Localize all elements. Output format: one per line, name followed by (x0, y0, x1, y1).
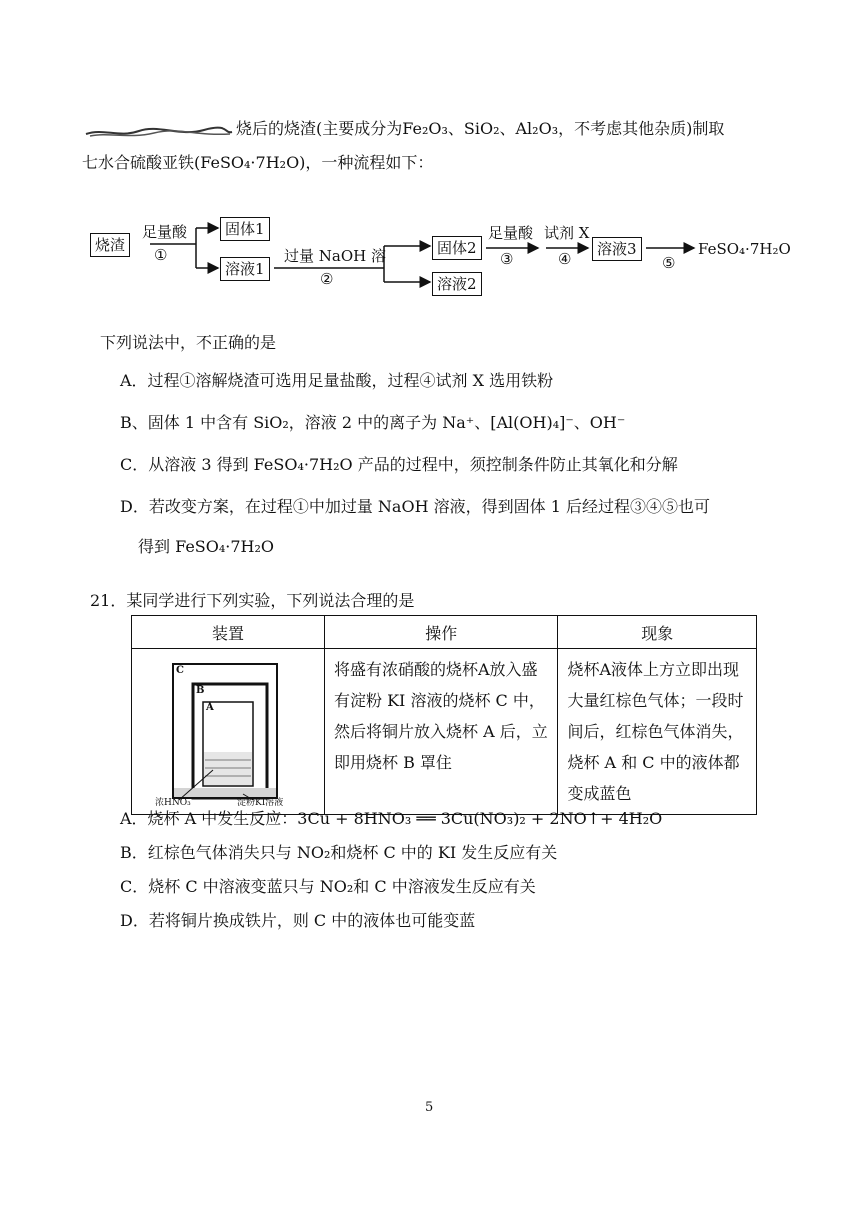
header-apparatus: 装置 (132, 616, 325, 649)
box-solution-1: 溶液1 (220, 257, 270, 281)
box-solid-1: 固体1 (220, 217, 270, 241)
q20-option-d: D．若改变方案，在过程①中加过量 NaOH 溶液，得到固体 1 后经过程③④⑤也可 (120, 497, 710, 516)
phenomenon-text: 烧杯A液体上方立即出现大量红棕色气体；一段时间后，红棕色气体消失，烧杯 A 和 C 中的液体都变成蓝色 (567, 660, 744, 803)
process-flow-chart (88, 210, 791, 300)
header-phenomenon: 现象 (558, 616, 757, 649)
label-step5: ⑤ (662, 254, 676, 272)
redacted-text-scribble (84, 124, 234, 140)
label-step2: ② (320, 270, 334, 288)
experiment-table (131, 615, 757, 815)
label-starch-ki: 淀粉KI溶液 (237, 798, 284, 808)
box-solution-2: 溶液2 (432, 272, 482, 296)
label-beaker-c: C (176, 665, 184, 676)
q20-option-d-cont: 得到 FeSO₄·7H₂O (138, 537, 275, 556)
box-slag: 烧渣 (90, 233, 130, 257)
q20-option-a: A．过程①溶解烧渣可选用足量盐酸，过程④试剂 X 选用铁粉 (120, 371, 554, 390)
page-number: 5 (425, 1100, 434, 1115)
box-solution-3: 溶液3 (592, 237, 642, 261)
question-20-stem: 下列说法中，不正确的是 (100, 333, 277, 352)
label-step4: ④ (558, 250, 572, 268)
label-step1: ① (154, 246, 168, 264)
q21-option-a: A．烧杯 A 中发生反应：3Cu + 8HNO₃ ══ 3Cu(NO₃)₂ + 2NO↑+ 4H₂O (120, 809, 663, 828)
operation-cell (325, 649, 558, 815)
beaker-apparatus-figure (133, 650, 323, 810)
q20-option-b: B、固体 1 中含有 SiO₂，溶液 2 中的离子为 Na⁺、[Al(OH)₄]⁻、OH⁻ (120, 413, 626, 432)
label-conc-nitric-acid: 浓HNO₃ (155, 798, 191, 808)
intro-line-2: 七水合硫酸亚铁(FeSO₄·7H₂O)，一种流程如下： (82, 153, 434, 172)
question-21-stem: 21．某同学进行下列实验，下列说法合理的是 (90, 591, 415, 610)
beaker-diagram (133, 650, 323, 810)
apparatus-cell (132, 649, 325, 815)
q21-option-b: B．红棕色气体消失只与 NO₂和烧杯 C 中的 KI 发生反应有关 (120, 843, 558, 862)
label-step2-reagent: 过量 NaOH 溶 (284, 247, 386, 265)
header-operation: 操作 (325, 616, 558, 649)
q21-option-d: D．若将铜片换成铁片，则 C 中的液体也可能变蓝 (120, 911, 476, 930)
label-beaker-b: B (196, 685, 205, 696)
label-step3: ③ (500, 250, 514, 268)
label-step3-reagent: 足量酸 (488, 224, 534, 242)
label-product: FeSO₄·7H₂O (698, 240, 791, 258)
operation-text: 将盛有浓硝酸的烧杯A放入盛有淀粉 KI 溶液的烧杯 C 中，然后将铜片放入烧杯 A 后，立即用烧杯 B 罩住 (334, 660, 548, 772)
label-step1-reagent: 足量酸 (142, 223, 188, 241)
intro-line-1: 烧后的烧渣(主要成分为Fe₂O₃、SiO₂、Al₂O₃，不考虑其他杂质)制取 (236, 119, 725, 138)
phenomenon-cell (558, 649, 757, 815)
q21-option-c: C．烧杯 C 中溶液变蓝只与 NO₂和 C 中溶液发生反应有关 (120, 877, 536, 896)
box-solid-2: 固体2 (432, 236, 482, 260)
label-beaker-a: A (206, 702, 214, 713)
q20-option-c: C．从溶液 3 得到 FeSO₄·7H₂O 产品的过程中，须控制条件防止其氧化和分解 (120, 455, 678, 474)
label-step4-reagent: 试剂 X (544, 224, 590, 242)
